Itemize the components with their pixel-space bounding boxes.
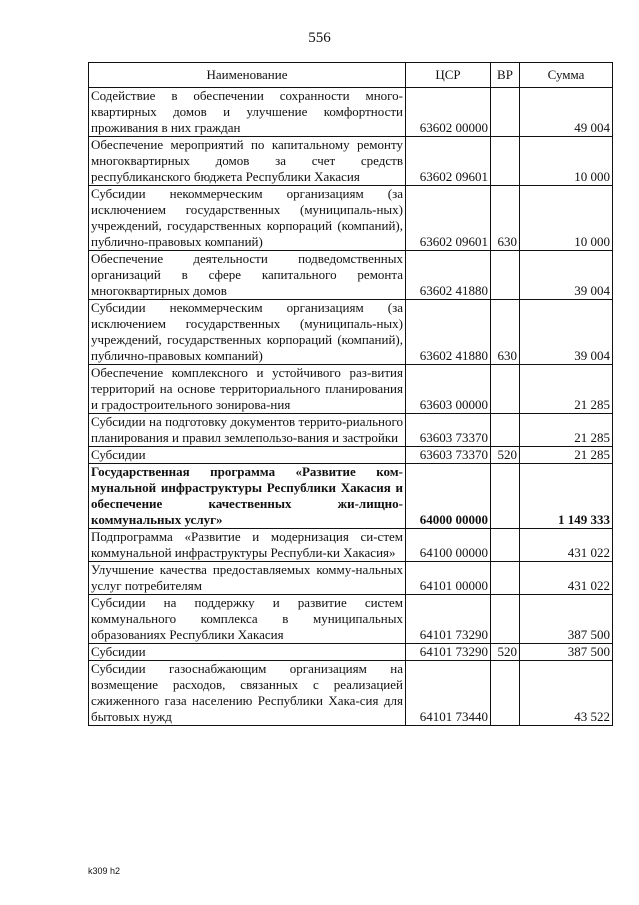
row-vr-cell bbox=[491, 595, 520, 644]
row-vr-cell: 630 bbox=[491, 186, 520, 251]
row-csr-cell: 63602 09601 bbox=[406, 186, 491, 251]
table-row bbox=[89, 595, 613, 644]
header-sum: Сумма bbox=[520, 63, 613, 88]
row-name-cell: Обеспечение мероприятий по капитальному ремонту многоквартирных домов за счет средств республиканского бюджета Республики Хакасия bbox=[89, 137, 406, 186]
row-vr-cell bbox=[491, 529, 520, 562]
row-sum-cell: 43 522 bbox=[520, 661, 613, 726]
row-csr-cell: 64100 00000 bbox=[406, 529, 491, 562]
row-sum-cell: 21 285 bbox=[520, 447, 613, 464]
table-row bbox=[89, 661, 613, 726]
table-row bbox=[89, 414, 613, 447]
row-name-cell: Субсидии на подготовку документов террито-риального планирования и правил землепользо-вания и застройки bbox=[89, 414, 406, 447]
row-vr-cell bbox=[491, 137, 520, 186]
table-header-row bbox=[89, 63, 613, 88]
table-row bbox=[89, 447, 613, 464]
table-row bbox=[89, 644, 613, 661]
row-name-cell: Обеспечение деятельности подведомственных организаций в сфере капитального ремонта многоквартирных домов bbox=[89, 251, 406, 300]
table-row bbox=[89, 88, 613, 137]
row-name-cell: Субсидии некоммерческим организациям (за исключением государственных (муниципаль-ных) учреждений, государственных корпораций (компаний), публично-правовых компаний) bbox=[89, 300, 406, 365]
footer-code: k309 h2 bbox=[88, 866, 121, 876]
row-sum-cell: 21 285 bbox=[520, 414, 613, 447]
row-vr-cell bbox=[491, 464, 520, 529]
page-number: 556 bbox=[308, 30, 331, 46]
row-sum-cell: 431 022 bbox=[520, 529, 613, 562]
table-row bbox=[89, 137, 613, 186]
row-csr-cell: 63603 73370 bbox=[406, 447, 491, 464]
row-vr-cell bbox=[491, 661, 520, 726]
row-name-cell: Улучшение качества предоставляемых комму-нальных услуг потребителям bbox=[89, 562, 406, 595]
row-name-cell: Субсидии газоснабжающим организациям на возмещение расходов, связанных с реализацией сжиженного газа населению Республики Хака-сия для бытовых нужд bbox=[89, 661, 406, 726]
table-row bbox=[89, 251, 613, 300]
row-vr-cell bbox=[491, 88, 520, 137]
row-csr-cell: 64101 00000 bbox=[406, 562, 491, 595]
row-name-cell: Обеспечение комплексного и устойчивого раз-вития территорий на основе территориального планирования и градостроительного зонирова-ния bbox=[89, 365, 406, 414]
row-name-cell: Подпрограмма «Развитие и модернизация си-стем коммунальной инфраструктуры Республи-ки Хакасия» bbox=[89, 529, 406, 562]
row-csr-cell: 64000 00000 bbox=[406, 464, 491, 529]
row-vr-cell bbox=[491, 562, 520, 595]
table-row bbox=[89, 186, 613, 251]
row-sum-cell: 10 000 bbox=[520, 137, 613, 186]
row-sum-cell: 39 004 bbox=[520, 300, 613, 365]
row-csr-cell: 63602 00000 bbox=[406, 88, 491, 137]
row-vr-cell: 630 bbox=[491, 300, 520, 365]
row-sum-cell: 21 285 bbox=[520, 365, 613, 414]
row-sum-cell: 49 004 bbox=[520, 88, 613, 137]
row-name-cell: Государственная программа «Развитие ком-мунальной инфраструктуры Республики Хакасия и обеспечение качественных жи-лищно-коммунальных услуг» bbox=[89, 464, 406, 529]
row-name-cell: Субсидии bbox=[89, 447, 406, 464]
table-row bbox=[89, 365, 613, 414]
header-csr: ЦСР bbox=[406, 63, 491, 88]
row-sum-cell: 387 500 bbox=[520, 595, 613, 644]
row-sum-cell: 1 149 333 bbox=[520, 464, 613, 529]
row-name-cell: Субсидии некоммерческим организациям (за исключением государственных (муниципаль-ных) учреждений, государственных корпораций (компаний), публично-правовых компаний) bbox=[89, 186, 406, 251]
row-vr-cell bbox=[491, 414, 520, 447]
row-csr-cell: 64101 73290 bbox=[406, 644, 491, 661]
row-sum-cell: 431 022 bbox=[520, 562, 613, 595]
row-csr-cell: 63603 00000 bbox=[406, 365, 491, 414]
table-row bbox=[89, 464, 613, 529]
row-sum-cell: 39 004 bbox=[520, 251, 613, 300]
row-name-cell: Субсидии на поддержку и развитие систем коммунального комплекса в муниципальных образованиях Республики Хакасия bbox=[89, 595, 406, 644]
row-vr-cell bbox=[491, 251, 520, 300]
row-sum-cell: 387 500 bbox=[520, 644, 613, 661]
table-row bbox=[89, 300, 613, 365]
table-row bbox=[89, 529, 613, 562]
row-csr-cell: 64101 73440 bbox=[406, 661, 491, 726]
row-csr-cell: 63603 73370 bbox=[406, 414, 491, 447]
budget-table bbox=[88, 62, 613, 726]
row-vr-cell bbox=[491, 365, 520, 414]
header-vr: ВР bbox=[491, 63, 520, 88]
table-row bbox=[89, 562, 613, 595]
row-csr-cell: 64101 73290 bbox=[406, 595, 491, 644]
row-csr-cell: 63602 09601 bbox=[406, 137, 491, 186]
row-vr-cell: 520 bbox=[491, 447, 520, 464]
row-csr-cell: 63602 41880 bbox=[406, 251, 491, 300]
header-name: Наименование bbox=[89, 63, 406, 88]
row-name-cell: Содействие в обеспечении сохранности много-квартирных домов и улучшение комфортности проживания в них граждан bbox=[89, 88, 406, 137]
row-name-cell: Субсидии bbox=[89, 644, 406, 661]
row-sum-cell: 10 000 bbox=[520, 186, 613, 251]
row-vr-cell: 520 bbox=[491, 644, 520, 661]
row-csr-cell: 63602 41880 bbox=[406, 300, 491, 365]
